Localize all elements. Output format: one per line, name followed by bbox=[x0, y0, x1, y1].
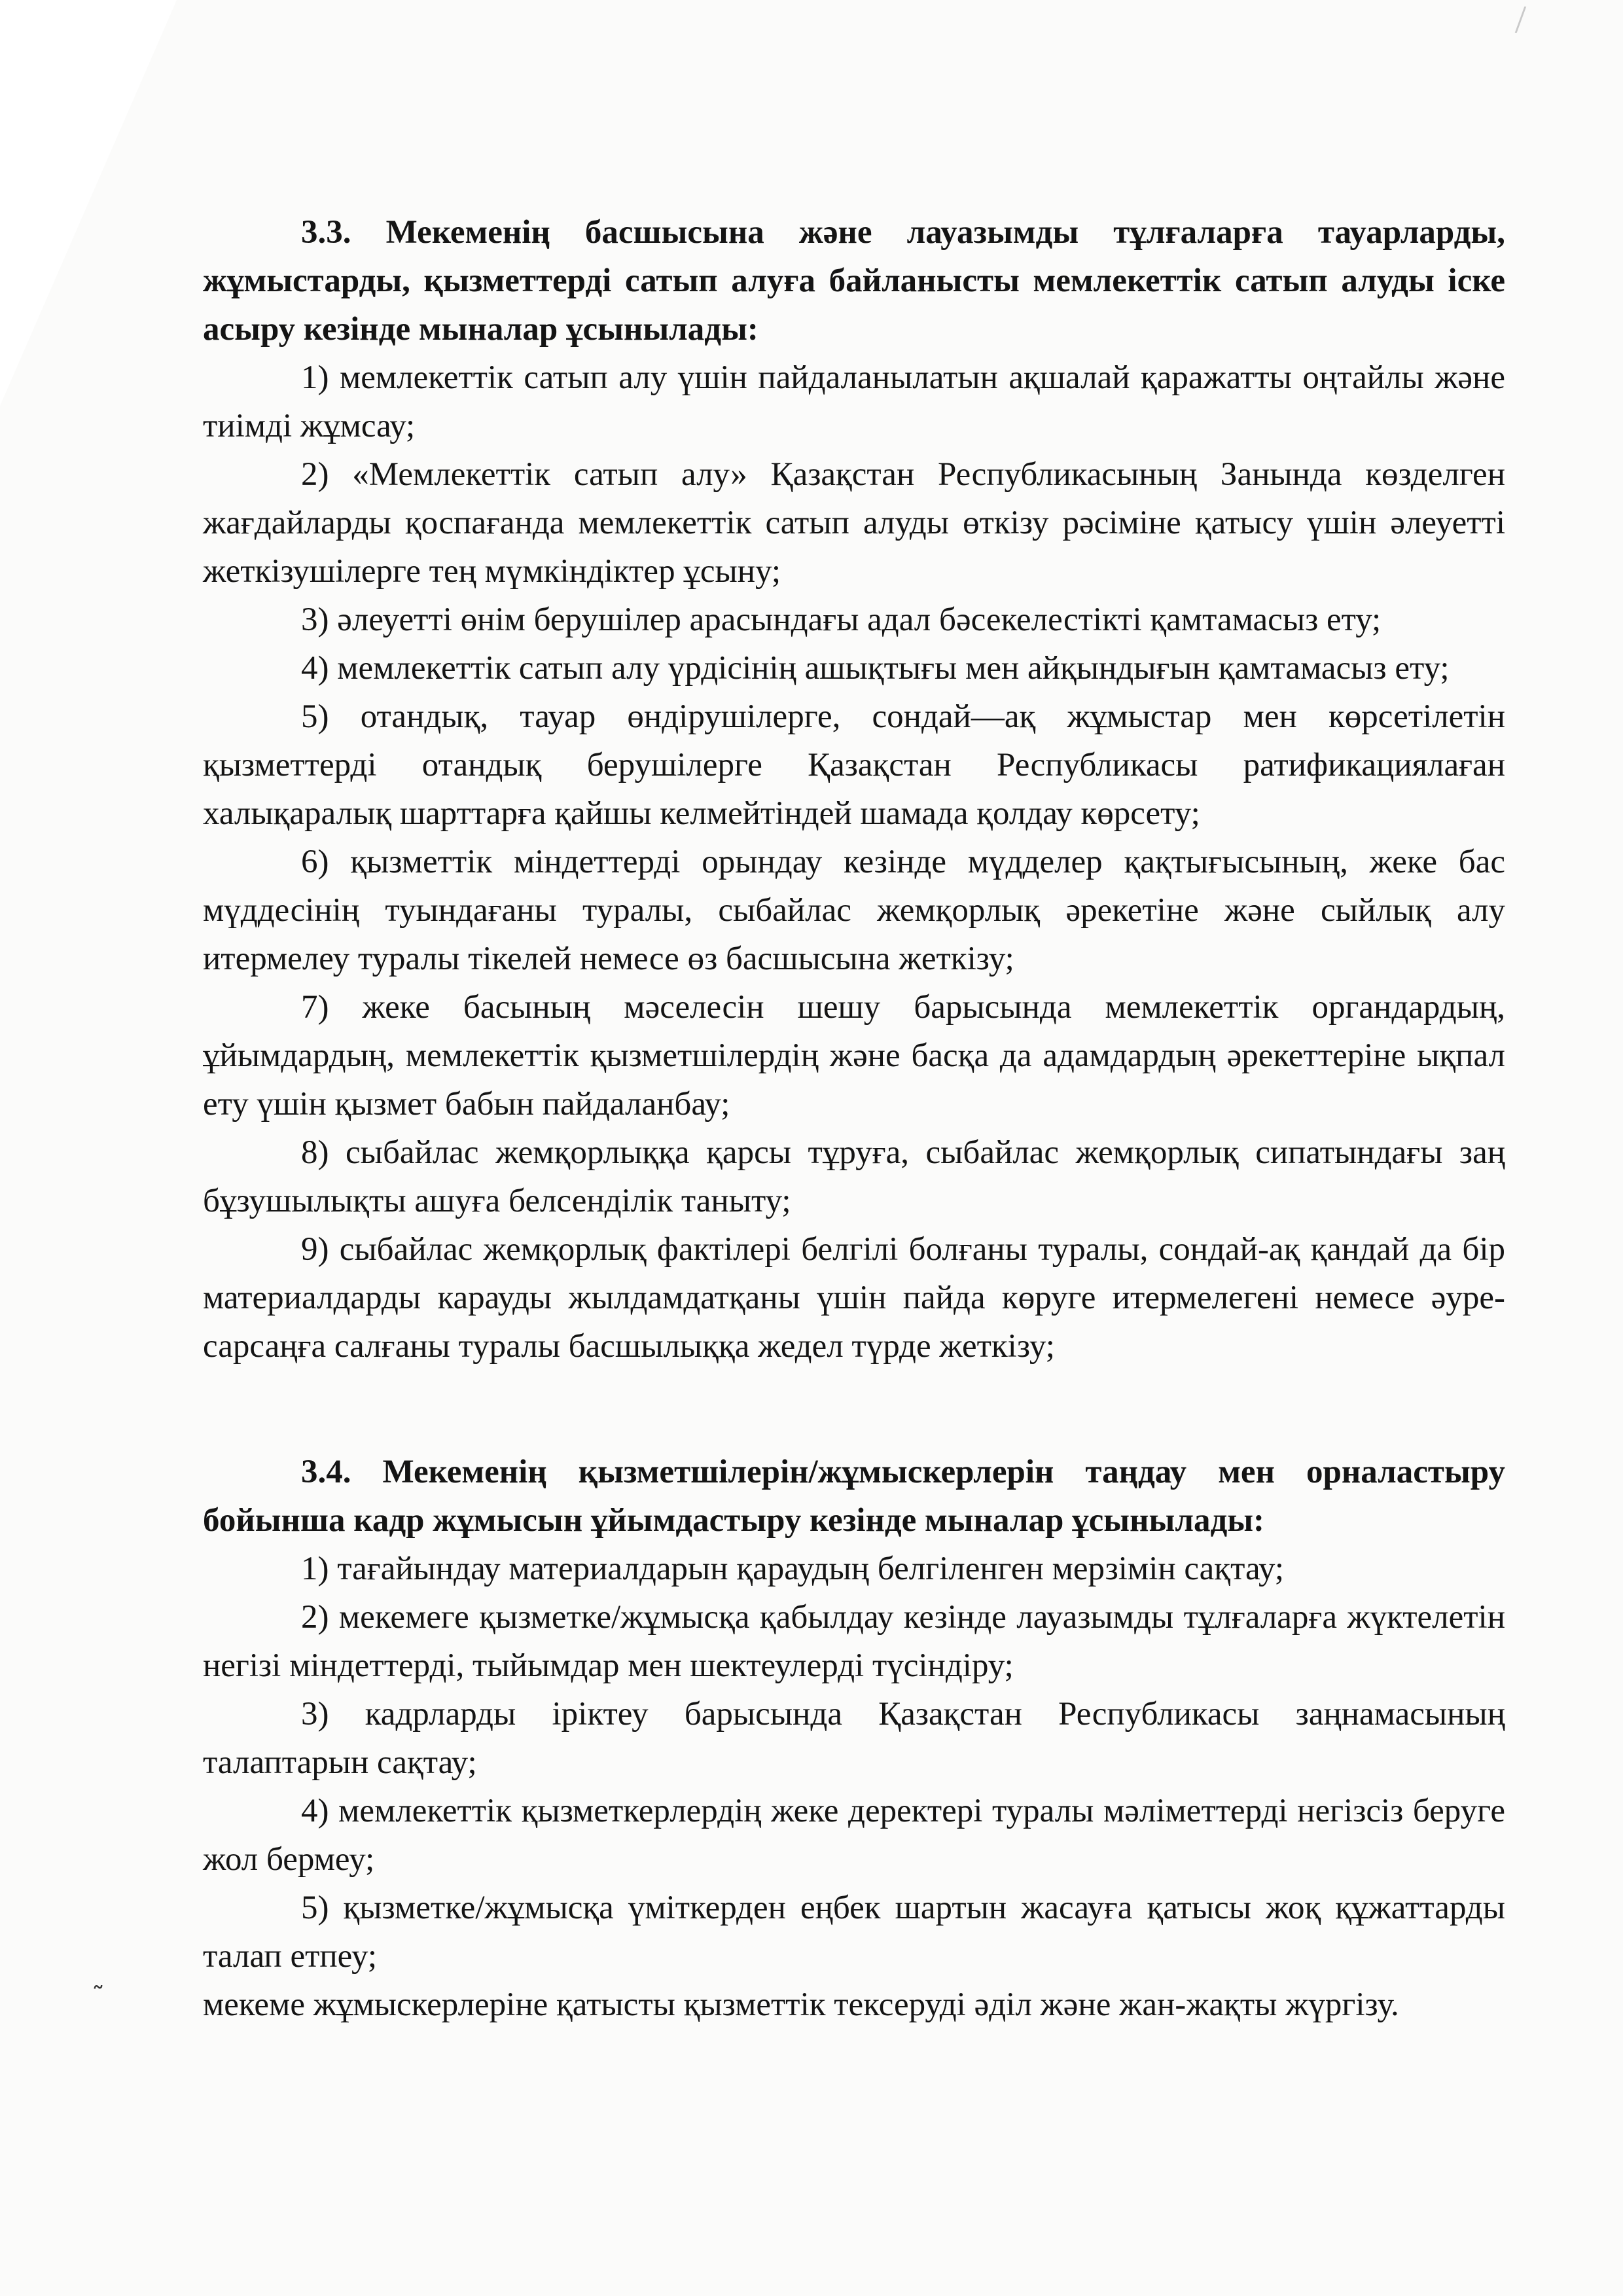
section-3-3-item-7: 7) жеке басының мәселесін шешу барысында мемлекеттік органдардың, ұйымдардың, мемлекеттік қызметшілердің және басқа да адамдардың әрекеттеріне ықпал ету үшін қызмет бабын пайдаланбау; bbox=[203, 989, 1505, 1122]
section-3-3-item-2: 2) «Мемлекеттік сатып алу» Қазақстан Республикасының Занында көзделген жағдайларды қоспағанда мемлекеттік сатып алуды өткізу рәсіміне қатысу үшін әлеуетті жеткізушілерге тең мүмкіндіктер ұсыну; bbox=[203, 456, 1505, 590]
folded-corner bbox=[0, 0, 177, 406]
section-3-4-closing: мекеме жұмыскерлеріне қатысты қызметтік тексеруді әділ және жан-жақты жүргізу. bbox=[203, 1986, 1399, 2023]
section-3-3-item-5: 5) отандық, тауар өндірушілерге, сондай—ақ жұмыстар мен көрсетілетін қызметтерді отандық берушілерге Қазақстан Республикасы ратификациялаған халықаралық шарттарға қайшы келмейтіндей шамада қолдау көрсету; bbox=[203, 698, 1505, 832]
section-3-4-item-1: 1) тағайындау материалдарын қараудың белгіленген мерзімін сақтау; bbox=[301, 1551, 1285, 1587]
section-spacer bbox=[203, 1371, 1505, 1448]
section-3-3-item-3: 3) әлеуетті өнім берушілер арасындағы адал бәсекелестікті қамтамасыз ету; bbox=[301, 601, 1382, 638]
section-3-3-item-1: 1) мемлекеттік сатып алу үшін пайдаланылатын ақшалай қаражатты оңтайлы және тиімді жұмсау; bbox=[203, 359, 1505, 444]
section-3-3-heading: 3.3. Мекеменің басшысына және лауазымды тұлғаларға тауарларды, жұмыстарды, қызметтерді сатып алуға байланысты мемлекеттік сатып алуды іске асыру кезінде мыналар ұсынылады: bbox=[203, 214, 1505, 348]
section-3-4-item-5: 5) қызметке/жұмысқа үміткерден еңбек шартын жасауға қатысы жоқ құжаттарды талап етпеу; bbox=[203, 1890, 1505, 1975]
section-3-3-item-8: 8) сыбайлас жемқорлыққа қарсы тұруға, сыбайлас жемқорлық сипатындағы заң бұзушылықты ашуға белсенділік таныту; bbox=[203, 1134, 1505, 1219]
pen-mark bbox=[1501, 7, 1527, 33]
section-3-4-heading: 3.4. Мекеменің қызметшілерін/жұмыскерлерін таңдау мен орналастыру бойынша кадр жұмысын ұйымдастыру кезінде мыналар ұсынылады: bbox=[203, 1454, 1505, 1539]
margin-mark: ˜ bbox=[92, 1982, 105, 2012]
section-3-3-item-6: 6) қызметтік міндеттерді орындау кезінде мүдделер қақтығысының, жеке бас мүддесінің туындағаны туралы, сыбайлас жемқорлық әрекетіне және сыйлық алу итермелеу туралы тікелей немесе өз басшысына жеткізу; bbox=[203, 844, 1505, 977]
section-3-4-item-2: 2) мекемеге қызметке/жұмысқа қабылдау кезінде лауазымды тұлғаларға жүктелетін негізі міндеттерді, тыйымдар мен шектеулерді түсіндіру; bbox=[203, 1599, 1505, 1684]
section-3-4-item-3: 3) кадрларды іріктеу барысында Қазақстан Республикасы заңнамасының талаптарын сақтау; bbox=[203, 1696, 1505, 1781]
document-body bbox=[203, 208, 1505, 2029]
section-3-3-item-9: 9) сыбайлас жемқорлық фактілері белгілі болғаны туралы, сондай-ақ қандай да бір материалдарды карауды жылдамдатқаны үшін пайда көруге итермелегені немесе әуре-сарсаңға салғаны туралы басшылыққа жедел түрде жеткізу; bbox=[203, 1231, 1505, 1365]
section-3-4-item-4: 4) мемлекеттік қызметкерлердің жеке деректері туралы мәліметтерді негізсіз беруге жол бермеу; bbox=[203, 1793, 1505, 1878]
section-3-3-item-4: 4) мемлекеттік сатып алу үрдісінің ашықтығы мен айқындығын қамтамасыз ету; bbox=[301, 650, 1450, 687]
